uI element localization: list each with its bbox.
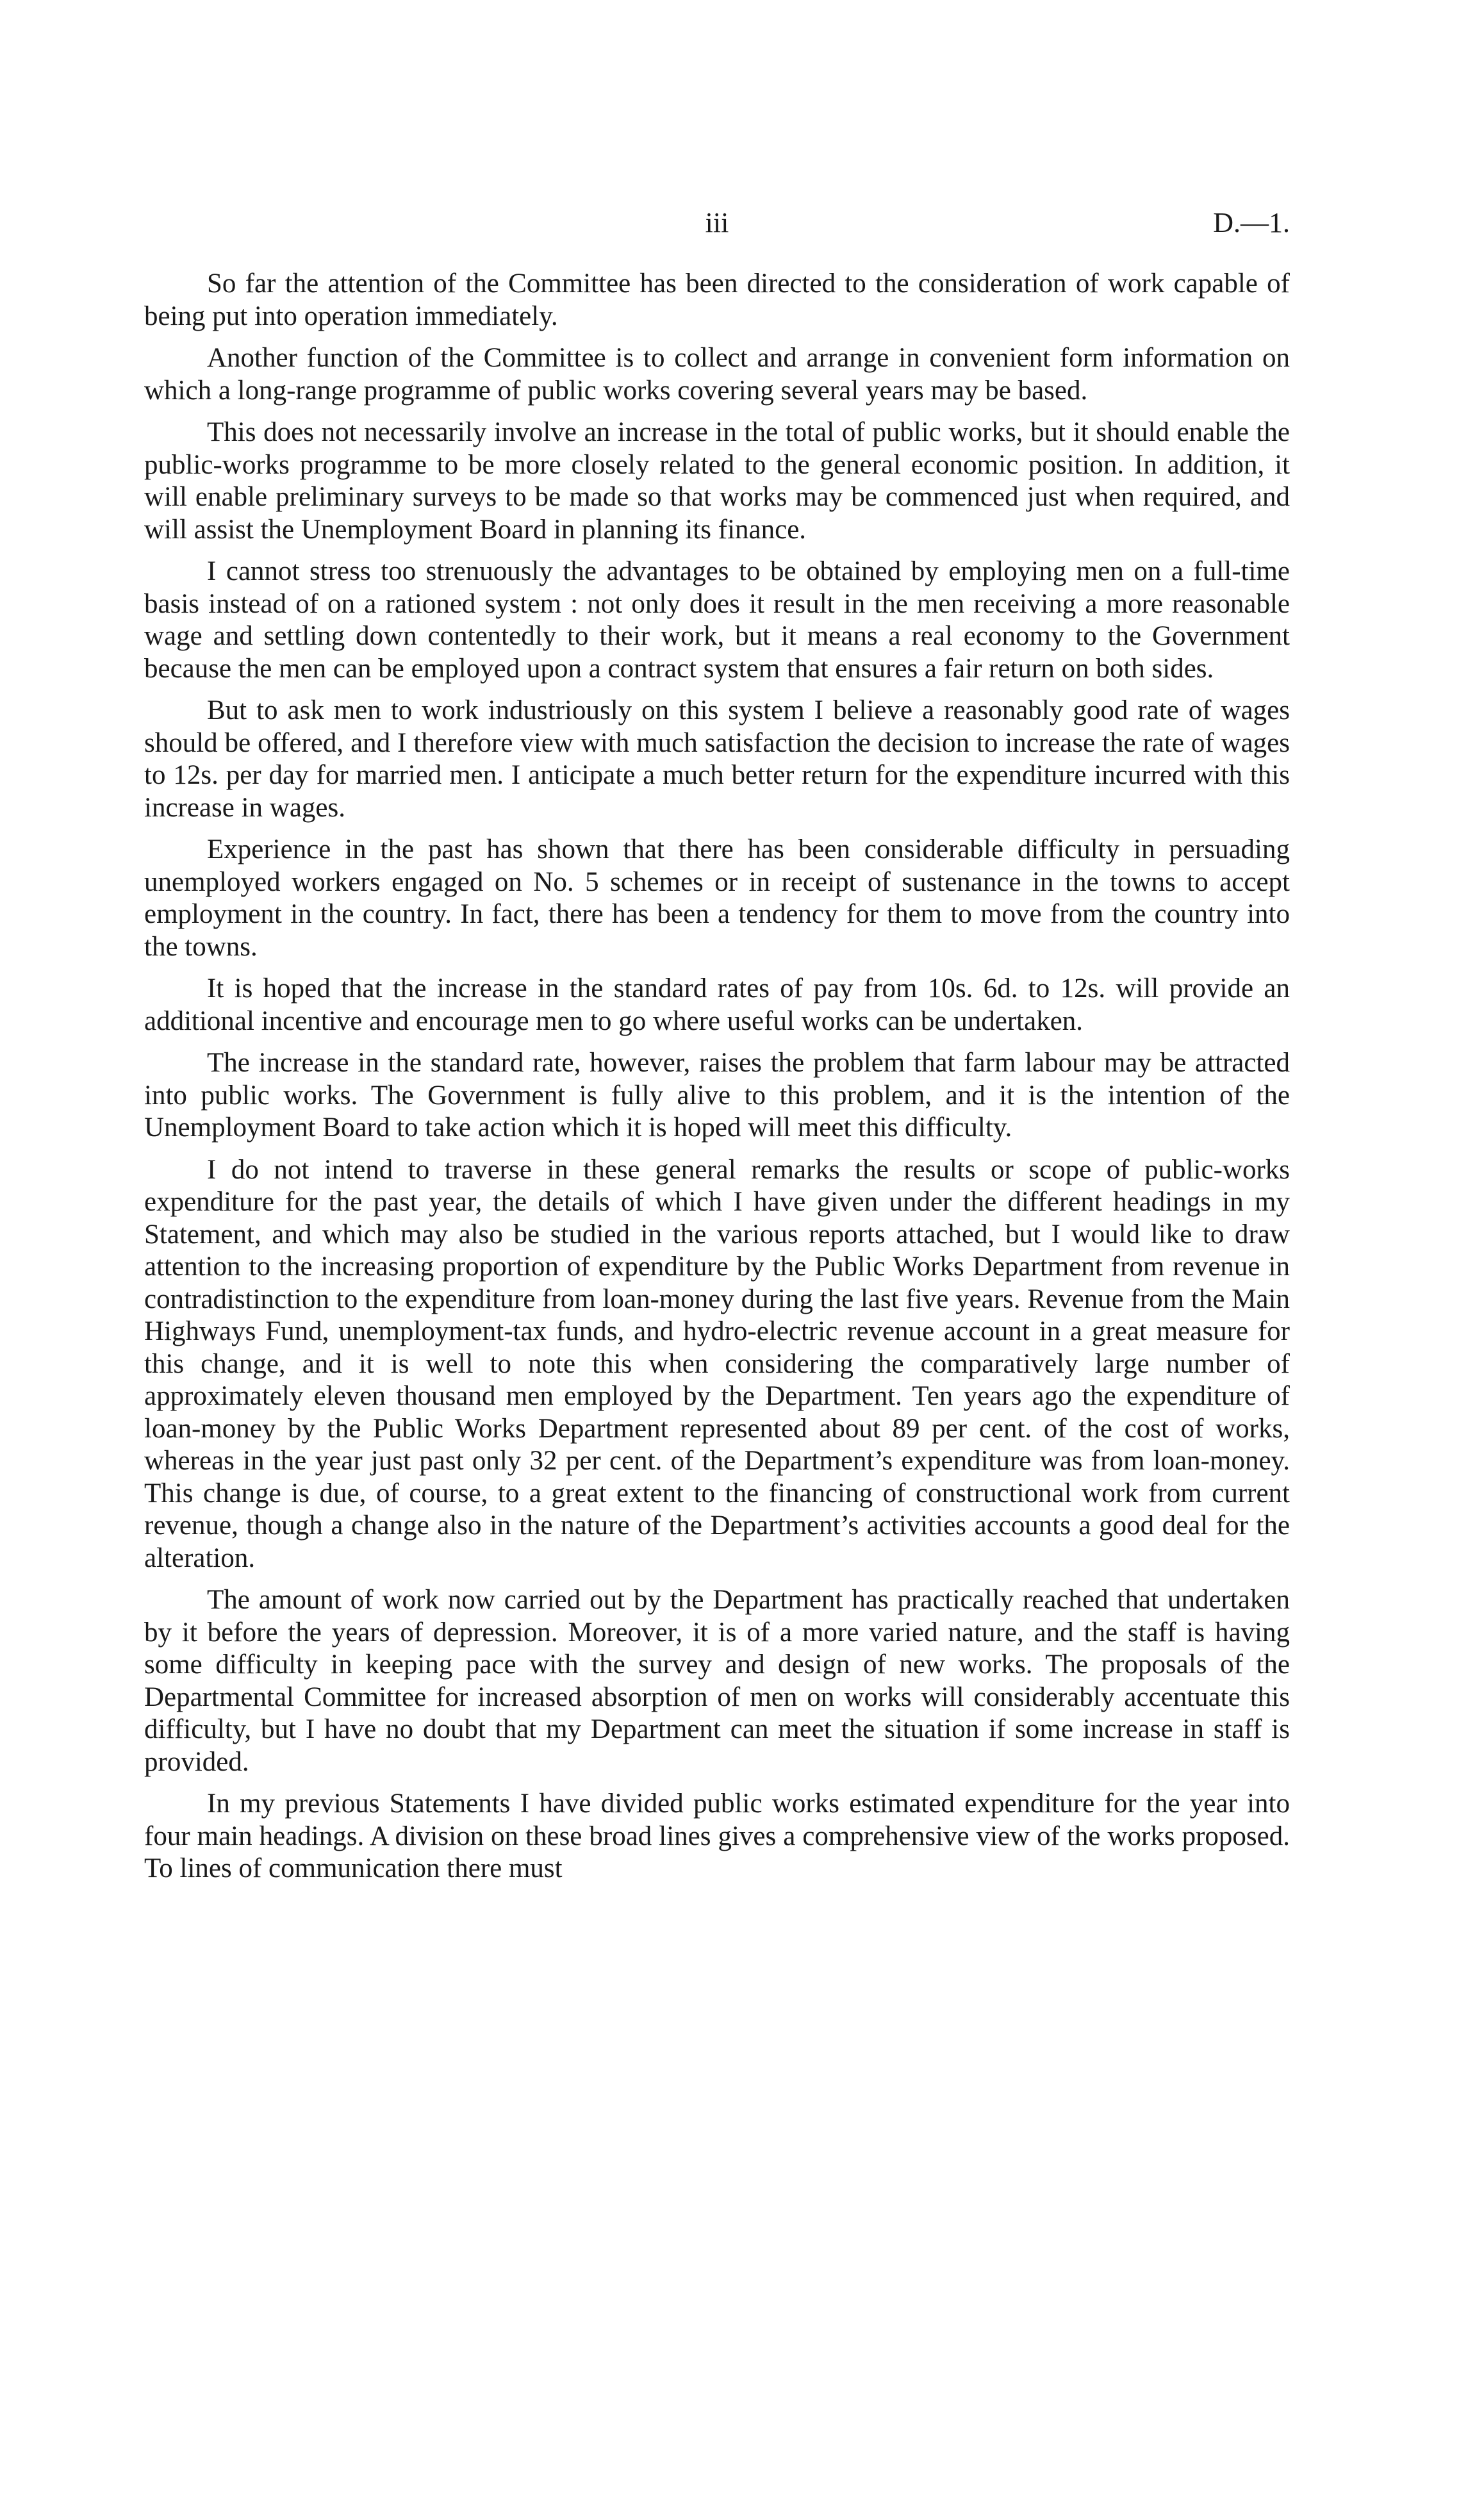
paragraph-farm-labour: The increase in the standard rate, however, raises the problem that farm labour may be attracted into public works. The Government is fully alive to this problem, and it is the intention of the Unemployment Board to take action which it is hoped will meet this difficulty. [144, 1048, 1290, 1143]
paragraph-committee-attention: So far the attention of the Committee has been directed to the consideration of work capable of being put into operation immediately. [144, 269, 1290, 331]
page-header [144, 206, 1290, 245]
paragraph-committee-function: Another function of the Committee is to collect and arrange in convenient form information on which a long-range programme of public works covering several years may be based. [144, 343, 1290, 406]
paragraph-standard-rates: It is hoped that the increase in the standard rates of pay from 10s. 6d. to 12s. will provide an additional incentive and encourage men to go where useful works can be undertaken. [144, 973, 1290, 1036]
paragraph-past-experience: Experience in the past has shown that there has been considerable difficulty in persuading unemployed workers engaged on No. 5 schemes or in receipt of sustenance in the towns to accept employment in the country. In fact, there has been a tendency for them to move from the country into the towns. [144, 834, 1290, 962]
paragraph-full-time-basis: I cannot stress too strenuously the advantages to be obtained by employing men on a full-time basis instead of on a rationed system : not only does it result in the men receiving a more reasonable wage and settling down contentedly to their work, but it means a real economy to the Government because the men can be employed upon a contract system that ensures a fair return on both sides. [144, 556, 1290, 684]
document-code: D.—1. [1213, 207, 1290, 238]
body-text [144, 268, 1290, 1895]
paragraph-department-workload: The amount of work now carried out by the Department has practically reached that undertaken by it before the years of depression. Moreover, it is of a more varied nature, and the staff is having some difficulty in keeping pace with the survey and design of new works. The proposals of the Departmental Committee for increased absorption of men on works will considerably accentuate this difficulty, but I have no doubt that my Department can meet the situation if some increase in staff is provided. [144, 1585, 1290, 1777]
paragraph-expenditure-revenue: I do not intend to traverse in these general remarks the results or scope of public-works expenditure for the past year, the details of which I have given under the different headings in my Statement, and which may also be studied in the various reports attached, but I would like to draw attention to the increasing proportion of expenditure by the Public Works Department from revenue in contradistinction to the expenditure from loan-money during the last five years. Revenue from the Main Highways Fund, unemployment-tax funds, and hydro-electric revenue account in a great measure for this change, and it is well to note this when considering the comparatively large number of approximately eleven thousand men employed by the Department. Ten years ago the expenditure of loan-money by the Public Works Department represented about 89 per cent. of the cost of works, whereas in the year just past only 32 per cent. of the Department’s expenditure was from loan-money. This change is due, of course, to a great extent to the financing of constructional work from current revenue, though a change also in the nature of the Department’s activities accounts a good deal for the alteration. [144, 1154, 1290, 1573]
paragraph-programme-relation: This does not necessarily involve an increase in the total of public works, but it should enable the public-works programme to be more closely related to the general economic position. In addition, it will enable preliminary surveys to be made so that works may be commenced just when required, and will assist the Unemployment Board in planning its finance. [144, 417, 1290, 545]
page-number: iii [705, 207, 729, 238]
paragraph-main-headings: In my previous Statements I have divided public works estimated expenditure for the year into four main headings. A division on these broad lines gives a comprehensive view of the works proposed. To lines of communication there must [144, 1789, 1290, 1883]
paragraph-rate-of-wages: But to ask men to work industriously on this system I believe a reasonably good rate of wages should be offered, and I therefore view with much satisfaction the decision to increase the rate of wages to 12s. per day for married men. I anticipate a much better return for the expenditure incurred with this increase in wages. [144, 695, 1290, 823]
